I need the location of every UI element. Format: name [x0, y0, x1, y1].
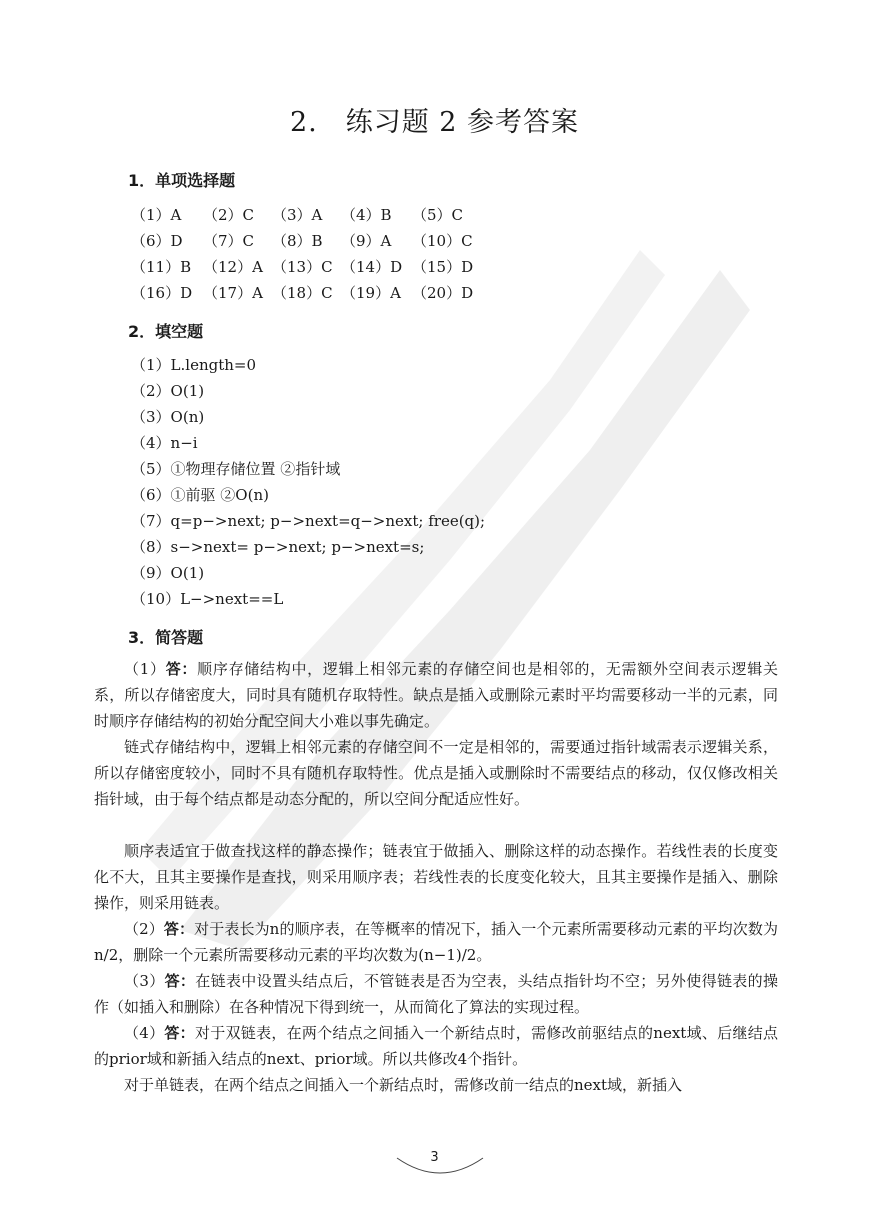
short-answer-2 — [94, 916, 778, 968]
mc-answer: （20）D — [412, 284, 474, 302]
answer-number: （4） — [124, 1024, 165, 1042]
fill-answer: （10）L−>next==L — [131, 590, 284, 608]
mc-answer: （15）D — [412, 258, 474, 276]
mc-answer: （7）C — [203, 232, 255, 250]
mc-answer: （19）A — [341, 284, 401, 302]
mc-answer: （4）B — [341, 206, 392, 224]
mc-answer: （8）B — [272, 232, 323, 250]
fill-answer: （4）n−i — [131, 434, 198, 452]
section-heading-fill-blank: 2．填空题 — [128, 322, 204, 341]
answer-number: （2） — [124, 920, 164, 938]
mc-answer: （12）A — [203, 258, 263, 276]
answer-text: 在链表中设置头结点后，不管链表是否为空表，头结点指针均不空；另外使得链表的操作（如插入和删除）在各种情况下得到统一，从而简化了算法的实现过程。 — [94, 972, 778, 1016]
fill-answer: （1）L.length=0 — [131, 356, 257, 374]
answer-text: 对于双链表，在两个结点之间插入一个新结点时，需修改前驱结点的next域、后继结点的prior域和新插入结点的next、prior域。所以共修改4个指针。 — [94, 1024, 778, 1068]
fill-answer: （3）O(n) — [131, 408, 205, 426]
section-heading-multiple-choice: 1．单项选择题 — [128, 171, 236, 190]
mc-answer: （10）C — [412, 232, 473, 250]
short-answer-1-paragraph-2: 链式存储结构中，逻辑上相邻元素的存储空间不一定是相邻的，需要通过指针域需表示逻辑关系，所以存储密度较小，同时不具有随机存取特性。优点是插入或删除时不需要结点的移动，仅仅修改相关指针域，由于每个结点都是动态分配的，所以空间分配适应性好。 — [94, 738, 778, 808]
answer-label: 答： — [164, 972, 196, 990]
mc-answer: （3）A — [272, 206, 323, 224]
mc-answer: （13）C — [272, 258, 333, 276]
fill-answer: （7）q=p−>next; p−>next=q−>next; free(q); — [131, 512, 486, 530]
mc-answer: （18）C — [272, 284, 333, 302]
short-answer-1-paragraph-3: 顺序表适宜于做查找这样的静态操作；链表宜于做插入、删除这样的动态操作。若线性表的长度变化不大，且其主要操作是查找，则采用顺序表；若线性表的长度变化较大，且其主要操作是插入、删除操作，则采用链表。 — [94, 842, 778, 912]
short-answer-1 — [94, 656, 778, 734]
answer-text: 对于表长为n的顺序表，在等概率的情况下，插入一个元素所需要移动元素的平均次数为n/2，删除一个元素所需要移动元素的平均次数为(n−1)/2。 — [94, 920, 779, 964]
fill-answer: （5）①物理存储位置 ②指针域 — [131, 460, 341, 478]
page-number: 3 — [430, 1150, 439, 1165]
answer-label: 答： — [164, 1024, 195, 1042]
answer-label: 答： — [165, 660, 198, 678]
mc-answer: （16）D — [131, 284, 193, 302]
mc-answer: （2）C — [203, 206, 255, 224]
mc-answer: （1）A — [131, 206, 182, 224]
short-answer-4-paragraph-2: 对于单链表，在两个结点之间插入一个新结点时，需修改前一结点的next域，新插入 — [124, 1076, 683, 1094]
mc-answer: （17）A — [203, 284, 263, 302]
fill-answer: （6）①前驱 ②O(n) — [131, 486, 269, 504]
fill-answer: （2）O(1) — [131, 382, 205, 400]
answer-text: 顺序存储结构中，逻辑上相邻元素的存储空间也是相邻的，无需额外空间表示逻辑关系，所以存储密度大，同时具有随机存取特性。缺点是插入或删除元素时平均需要移动一半的元素，同时顺序存储结构的初始分配空间大小难以事先确定。 — [94, 660, 778, 730]
mc-answer: （9）A — [341, 232, 392, 250]
mc-answer: （11）B — [131, 258, 192, 276]
answer-number: （1） — [124, 660, 166, 678]
answer-label: 答： — [163, 920, 195, 938]
mc-answer: （14）D — [341, 258, 403, 276]
fill-answer: （8）s−>next= p−>next; p−>next=s; — [131, 538, 425, 556]
short-answer-4 — [94, 1020, 778, 1072]
mc-answer: （6）D — [131, 232, 183, 250]
page-title: 2. 练习题 2 参考答案 — [289, 107, 580, 138]
answer-number: （3） — [124, 972, 165, 990]
fill-answer: （9）O(1) — [131, 564, 205, 582]
short-answer-3 — [94, 968, 778, 1020]
mc-answer: （5）C — [412, 206, 464, 224]
section-heading-short-answer: 3．简答题 — [128, 628, 204, 647]
